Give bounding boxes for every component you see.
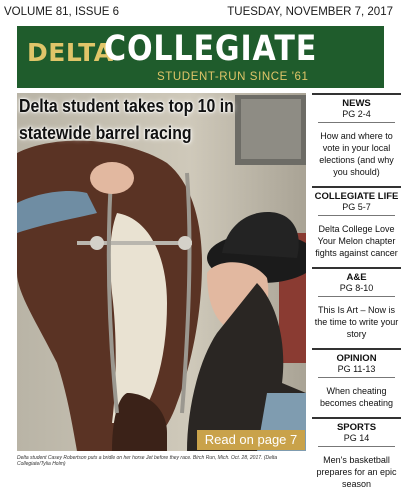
feature-photo[interactable] (17, 93, 306, 451)
section-pages: PG 14 (343, 433, 370, 443)
section-teaser: Delta College Love Your Melon chapter fights against cancer (315, 224, 398, 258)
feature-headline[interactable]: Delta student takes top 10 in statewide barrel racing (19, 96, 234, 143)
section-pages: PG 8-10 (339, 283, 374, 293)
issue-date: TUESDAY, NOVEMBER 7, 2017 (227, 6, 393, 18)
volume-issue: VOLUME 81, ISSUE 6 (4, 6, 120, 18)
read-on-link[interactable]: Read on page 7 (197, 430, 305, 450)
section-title: SPORTS (336, 422, 377, 433)
section-pages: PG 2-4 (342, 109, 371, 119)
section-teaser: How and where to vote in your local elections (and why you should) (319, 131, 394, 177)
masthead (17, 26, 384, 88)
issue-line (0, 0, 401, 24)
section-collegiate-life[interactable] (312, 188, 401, 267)
section-pages: PG 5-7 (342, 202, 371, 212)
section-teaser: When cheating becomes cheating (319, 386, 394, 408)
photo-caption: Delta student Casey Robertson puts a bridle on her horse Jet before they race. Birch Run, Mich. Oct. 28, 2017. (Delta Collegiate/Tylia Holm) (17, 455, 278, 467)
section-teaser: Men's basketball prepares for an epic season (316, 455, 397, 489)
section-pages: PG 11-13 (337, 364, 376, 374)
section-title: A&E (346, 272, 367, 283)
section-index-sidebar (312, 93, 401, 489)
section-teaser: This Is Art – Now is the time to write your story (314, 305, 399, 339)
masthead-prefix: DELTA (27, 38, 114, 67)
section-sports[interactable] (312, 419, 401, 498)
masthead-title: COLLEGIATE (104, 29, 318, 69)
section-arts-entertainment[interactable] (312, 269, 401, 348)
section-title: COLLEGIATE LIFE (314, 191, 399, 202)
section-opinion[interactable] (312, 350, 401, 417)
section-title: NEWS (342, 98, 371, 109)
masthead-tagline: STUDENT-RUN SINCE '61 (157, 71, 309, 83)
section-title: OPINION (336, 353, 377, 364)
section-news[interactable] (312, 95, 401, 186)
